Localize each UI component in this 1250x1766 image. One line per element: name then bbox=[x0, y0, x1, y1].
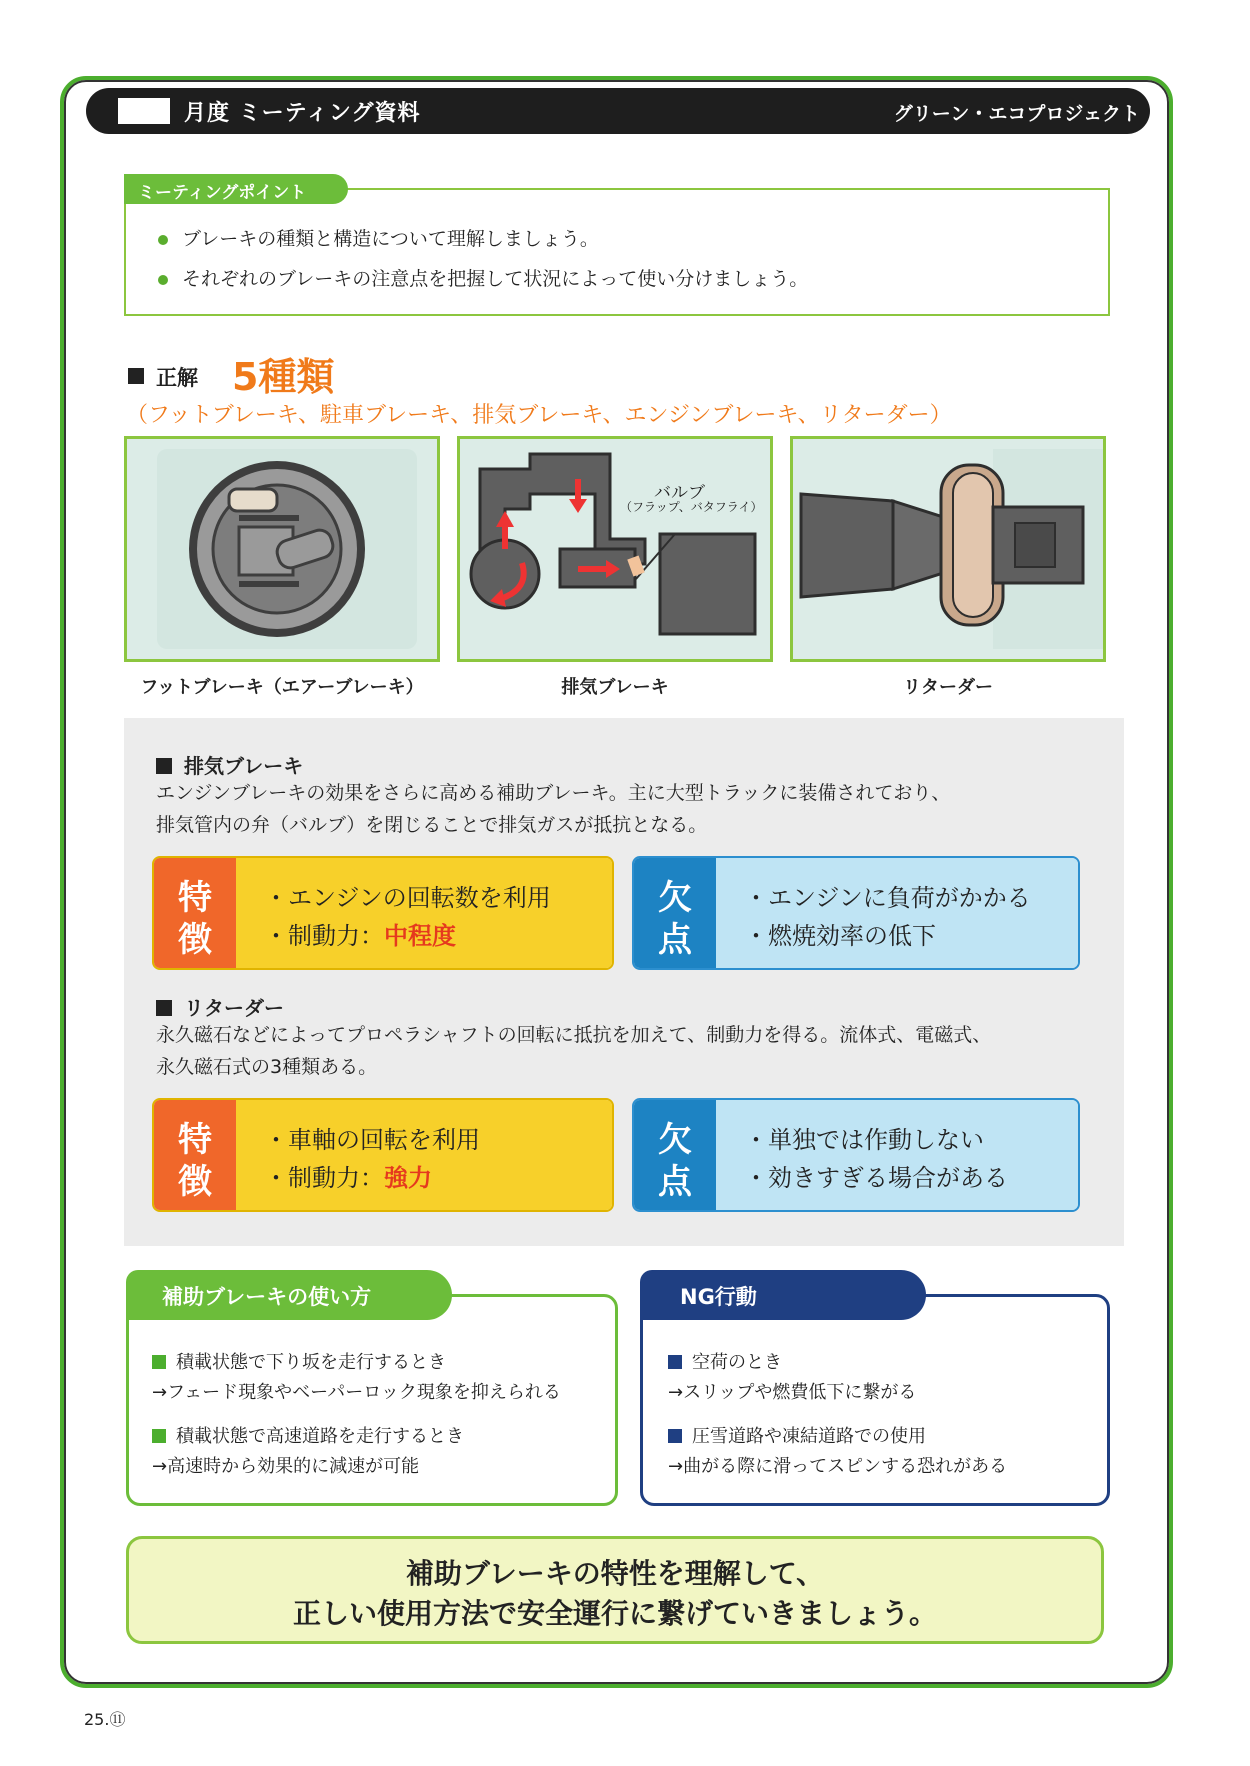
square-bullet-icon bbox=[152, 1429, 166, 1443]
weakness-label: 点 bbox=[658, 920, 692, 960]
caption-exhaust-brake: 排気ブレーキ bbox=[561, 677, 669, 698]
foot-brake-illustration bbox=[124, 436, 440, 662]
square-bullet-icon bbox=[128, 368, 144, 384]
answer-list: （フットブレーキ、駐車ブレーキ、排気ブレーキ、エンジンブレーキ、リターダー） bbox=[126, 403, 952, 428]
weakness-line: ・効きすぎる場合がある bbox=[744, 1164, 1008, 1192]
usage-item-title: 積載状態で高速道路を走行するとき bbox=[152, 1422, 464, 1448]
ng-item-title: 空荷のとき bbox=[668, 1348, 782, 1374]
caption-retarder: リターダー bbox=[903, 677, 993, 698]
exhaust-brake-illustration bbox=[457, 436, 773, 662]
page-number: 25.⑪ bbox=[84, 1710, 126, 1729]
square-bullet-icon bbox=[668, 1429, 682, 1443]
weakness-label: 点 bbox=[658, 1162, 692, 1202]
square-bullet-icon bbox=[668, 1355, 682, 1369]
retarder-illustration bbox=[790, 436, 1106, 662]
meeting-point-bullet: それぞれのブレーキの注意点を把握して状況によって使い分けましょう。 bbox=[158, 264, 808, 291]
project-name: グリーン・エコプロジェクト bbox=[893, 103, 1140, 125]
weakness-label: 欠 bbox=[658, 878, 692, 918]
air-brake-icon bbox=[127, 439, 437, 659]
exhaust-feature-card bbox=[152, 856, 614, 970]
exhaust-desc-line: 排気管内の弁（バルブ）を閉じることで排気ガスが抵抗となる。 bbox=[156, 814, 708, 836]
retarder-desc-line: 永久磁石式の3種類ある。 bbox=[156, 1056, 378, 1078]
exhaust-heading: 排気ブレーキ bbox=[156, 750, 303, 779]
closing-line: 正しい使用方法で安全運行に繋げていきましょう。 bbox=[292, 1597, 937, 1630]
ng-tab-label: NG行動 bbox=[680, 1285, 757, 1309]
meeting-point-bullet: ブレーキの種類と構造について理解しましょう。 bbox=[158, 224, 599, 251]
feature-label: 徴 bbox=[178, 920, 212, 960]
weakness-line: ・単独では作動しない bbox=[744, 1126, 984, 1154]
month-input-box bbox=[118, 98, 170, 124]
ng-item-result: →スリップや燃費低下に繋がる bbox=[668, 1382, 917, 1403]
feature-line: ・エンジンの回転数を利用 bbox=[264, 884, 551, 912]
retarder-weakness-card bbox=[632, 1098, 1080, 1212]
usage-item-result: →高速時から効果的に減速が可能 bbox=[152, 1456, 420, 1477]
feature-label: 特 bbox=[178, 1120, 212, 1160]
exhaust-desc-line: エンジンブレーキの効果をさらに高める補助ブレーキ。主に大型トラックに装備されており、 bbox=[156, 782, 951, 804]
closing-line: 補助ブレーキの特性を理解して、 bbox=[405, 1557, 825, 1590]
meeting-point-box bbox=[124, 188, 1110, 316]
caption-foot-brake: フットブレーキ（エアーブレーキ） bbox=[140, 677, 424, 698]
square-bullet-icon bbox=[152, 1355, 166, 1369]
feature-label: 徴 bbox=[178, 1162, 212, 1202]
usage-item-result: →フェード現象やベーパーロック現象を抑えられる bbox=[152, 1382, 561, 1403]
square-bullet-icon bbox=[156, 1000, 172, 1016]
retarder-icon bbox=[793, 439, 1103, 659]
exhaust-weakness-card bbox=[632, 856, 1080, 970]
braking-power-value: 中程度 bbox=[384, 922, 456, 950]
feature-line: ・制動力：強力 bbox=[264, 1164, 432, 1192]
retarder-feature-card bbox=[152, 1098, 614, 1212]
retarder-heading: リターダー bbox=[156, 992, 284, 1021]
usage-tab-label: 補助ブレーキの使い方 bbox=[162, 1285, 372, 1309]
answer-value: 5種類 bbox=[232, 355, 335, 399]
feature-line: ・車軸の回転を利用 bbox=[264, 1126, 480, 1154]
meeting-point-tab-label: ミーティングポイント bbox=[138, 183, 307, 203]
weakness-line: ・エンジンに負荷がかかる bbox=[744, 884, 1031, 912]
bullet-icon bbox=[158, 235, 168, 245]
weakness-line: ・燃焼効率の低下 bbox=[744, 922, 936, 950]
header-title: 月度 ミーティング資料 bbox=[184, 101, 421, 126]
weakness-label: 欠 bbox=[658, 1120, 692, 1160]
square-bullet-icon bbox=[156, 758, 172, 774]
feature-line: ・制動力：中程度 bbox=[264, 922, 456, 950]
usage-item-title: 積載状態で下り坂を走行するとき bbox=[152, 1348, 446, 1374]
ng-item-result: →曲がる際に滑ってスピンする恐れがある bbox=[668, 1456, 1008, 1477]
ng-item-title: 圧雪道路や凍結道路での使用 bbox=[668, 1422, 926, 1448]
bullet-icon bbox=[158, 275, 168, 285]
exhaust-pipe-icon bbox=[460, 439, 770, 659]
valve-label: バルブ bbox=[654, 483, 705, 503]
answer-label: 正解 bbox=[156, 366, 198, 390]
braking-power-value: 強力 bbox=[384, 1164, 432, 1192]
feature-label: 特 bbox=[178, 878, 212, 918]
retarder-desc-line: 永久磁石などによってプロペラシャフトの回転に抵抗を加えて、制動力を得る。流体式、電磁式、 bbox=[156, 1024, 992, 1046]
valve-sublabel: （フラップ、バタフライ） bbox=[620, 500, 763, 514]
